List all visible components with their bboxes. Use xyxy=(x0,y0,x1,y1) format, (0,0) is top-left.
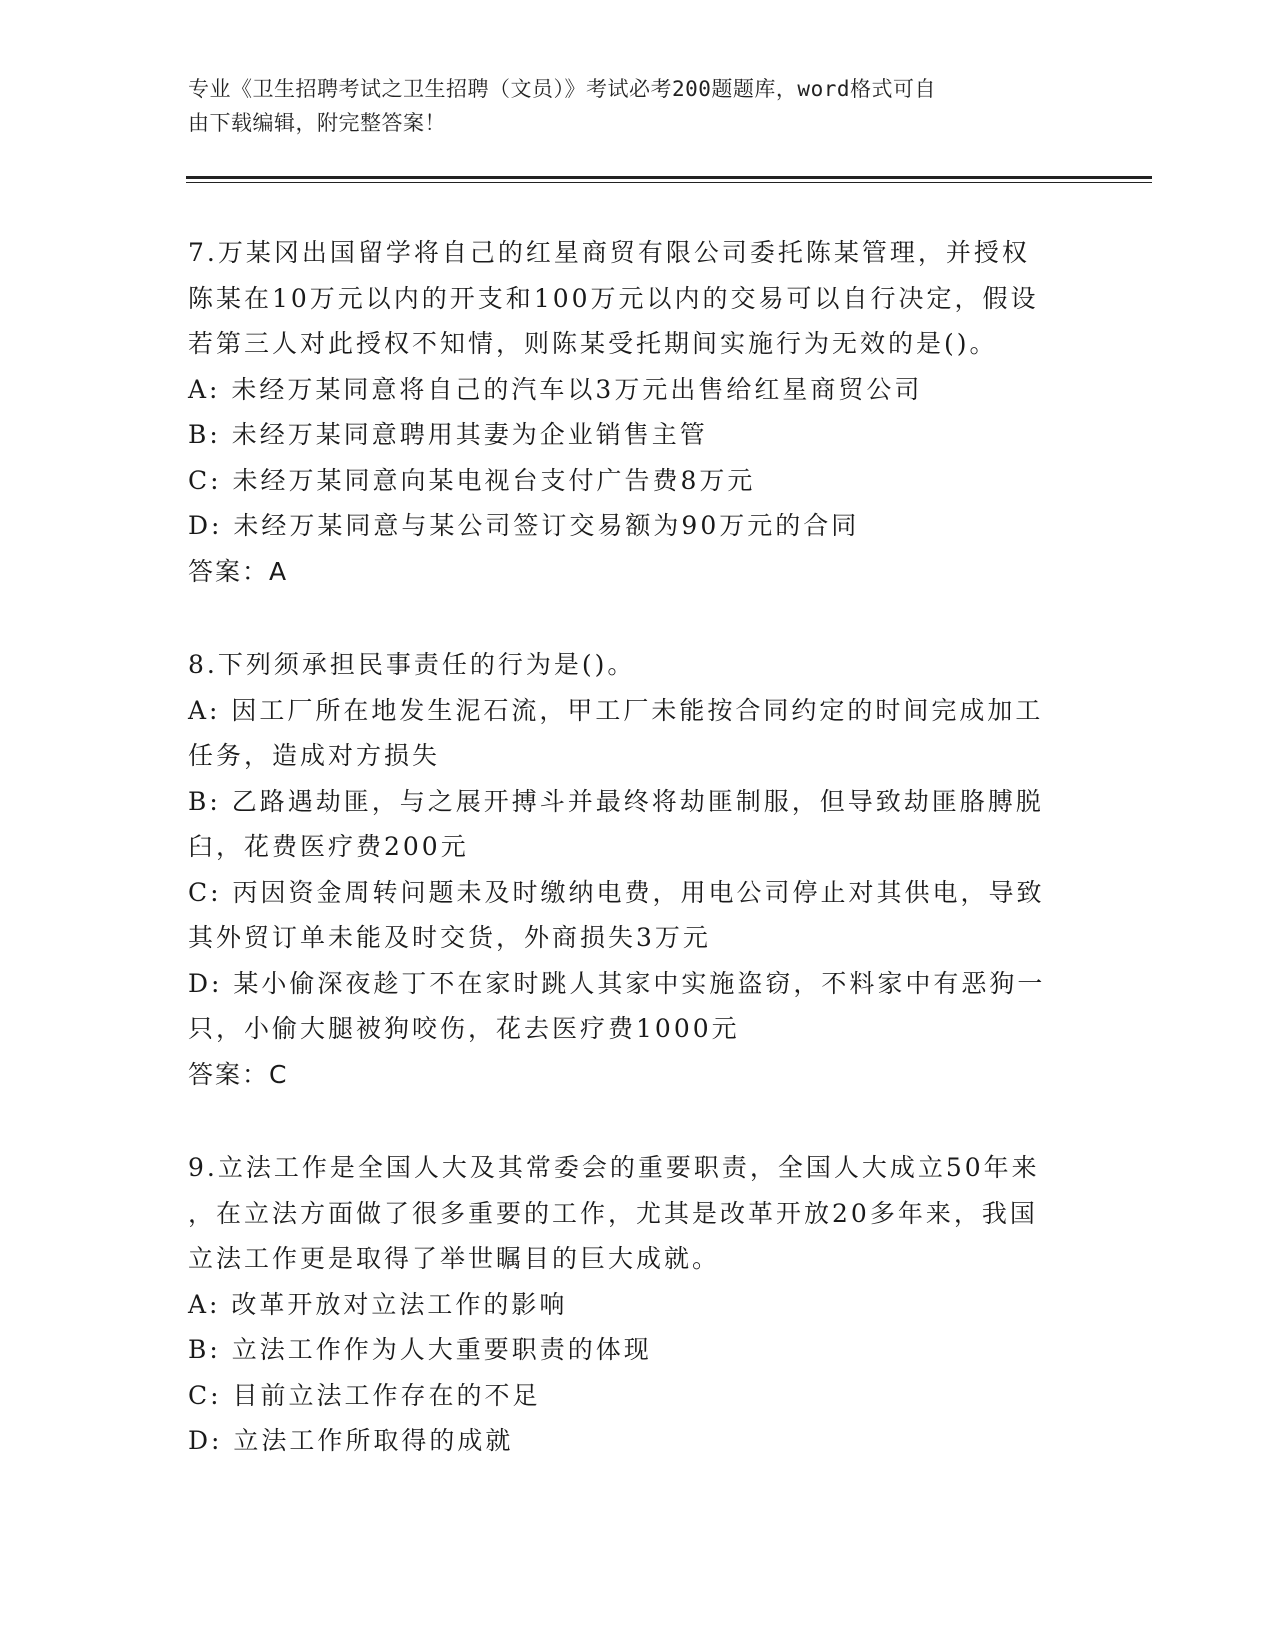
header-divider xyxy=(186,176,1152,179)
question-9 xyxy=(188,1145,1088,1464)
question-7 xyxy=(188,230,1088,594)
option-b: B: 立法工作作为人大重要职责的体现 xyxy=(188,1335,652,1364)
question-8 xyxy=(188,642,1088,1097)
option-a: A: 因工厂所在地发生泥石流，甲工厂未能按合同约定的时间完成加工 xyxy=(188,695,1044,725)
option-a-continued: 任务，造成对方损失 xyxy=(188,741,441,770)
answer-label: 答案：C xyxy=(188,1059,289,1089)
option-c: C: 目前立法工作存在的不足 xyxy=(188,1380,541,1410)
option-d: D: 立法工作所取得的成就 xyxy=(188,1426,514,1455)
question-stem-line: ，在立法方面做了很多重要的工作，尤其是改革开放20多年来，我国 xyxy=(188,1198,1038,1228)
question-stem-line: 7.万某冈出国留学将自己的红星商贸有限公司委托陈某管理，并授权 xyxy=(188,238,1030,267)
question-stem-line: 陈某在10万元以内的开支和100万元以内的交易可以自行决定，假设 xyxy=(188,283,1039,313)
option-c-continued: 其外贸订单未能及时交货，外商损失3万元 xyxy=(188,923,711,952)
question-stem-line: 若第三人对此授权不知情，则陈某受托期间实施行为无效的是()。 xyxy=(188,329,998,358)
option-d: D: 未经万某同意与某公司签订交易额为90万元的合同 xyxy=(188,511,860,540)
option-b: B: 乙路遇劫匪，与之展开搏斗并最终将劫匪制服，但导致劫匪胳膊脱 xyxy=(188,786,1044,816)
option-c: C: 丙因资金周转问题未及时缴纳电费，用电公司停止对其供电，导致 xyxy=(188,877,1045,907)
document-header xyxy=(188,72,1068,140)
option-d-continued: 只，小偷大腿被狗咬伤，花去医疗费1000元 xyxy=(188,1014,740,1043)
header-line: 由下载编辑，附完整答案！ xyxy=(188,111,446,135)
question-stem-line: 9.立法工作是全国人大及其常委会的重要职责，全国人大成立50年来 xyxy=(188,1153,1040,1182)
header-divider-thin xyxy=(186,182,1152,183)
answer-label: 答案：A xyxy=(188,556,289,586)
option-a: A: 未经万某同意将自己的汽车以3万元出售给红星商贸公司 xyxy=(188,374,923,404)
question-stem-line: 8.下列须承担民事责任的行为是()。 xyxy=(188,650,636,679)
option-b: B: 未经万某同意聘用其妻为企业销售主管 xyxy=(188,420,708,449)
option-d: D: 某小偷深夜趁丁不在家时跳人其家中实施盗窃，不料家中有恶狗一 xyxy=(188,968,1046,998)
question-list xyxy=(188,230,1088,1464)
option-a: A: 改革开放对立法工作的影响 xyxy=(188,1289,568,1319)
option-c: C: 未经万某同意向某电视台支付广告费8万元 xyxy=(188,465,756,495)
question-stem-line: 立法工作更是取得了举世瞩目的巨大成就。 xyxy=(188,1244,721,1273)
header-line: 专业《卫生招聘考试之卫生招聘（文员）》考试必考200题题库，word格式可自 xyxy=(188,77,936,101)
option-b-continued: 臼，花费医疗费200元 xyxy=(188,832,469,861)
